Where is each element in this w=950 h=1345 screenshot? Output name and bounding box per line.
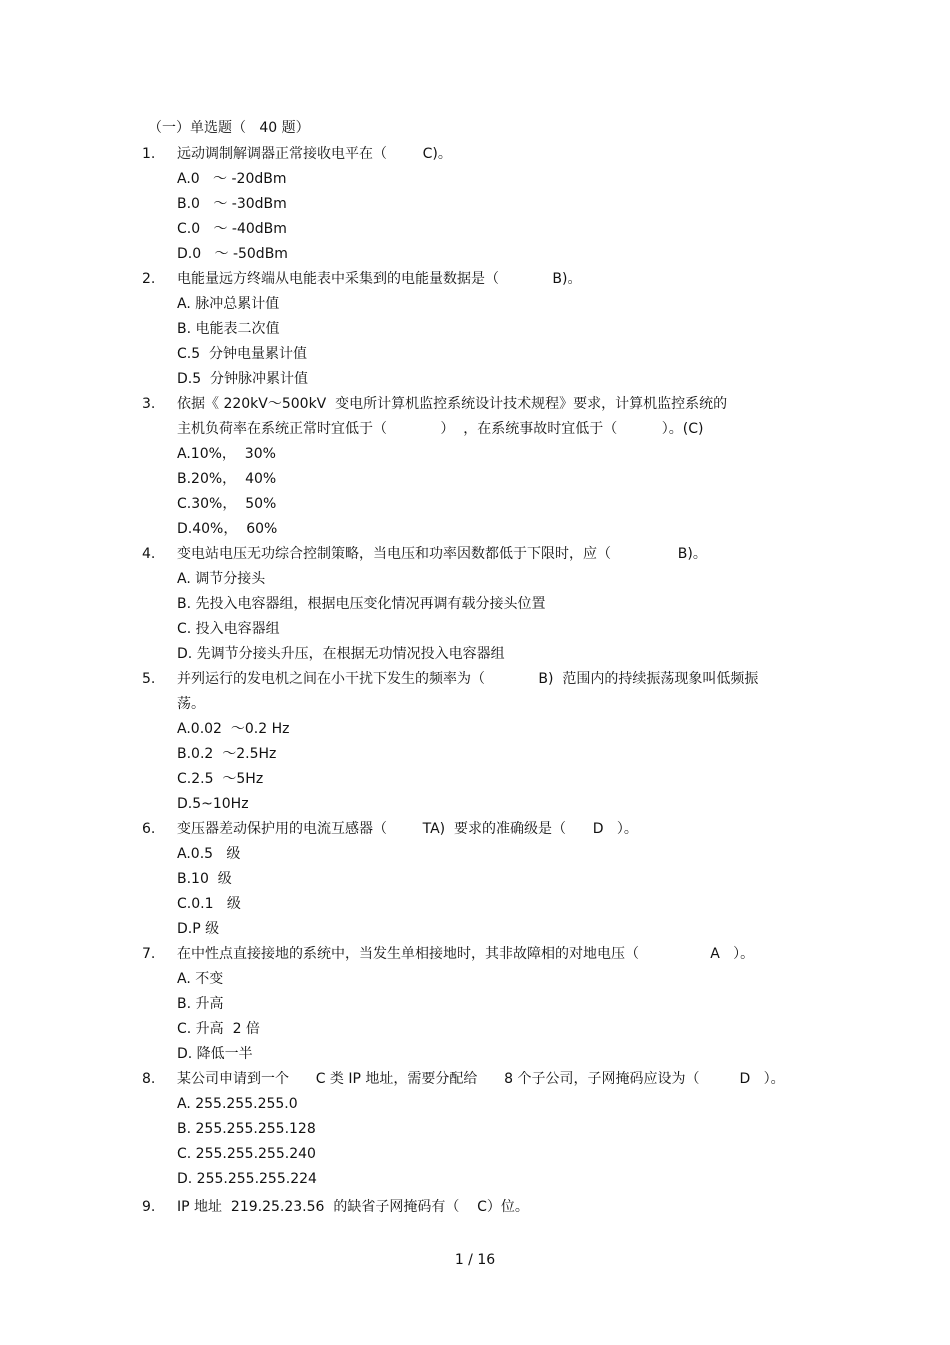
question-number: 4.	[142, 546, 156, 562]
answer-option: D. 先调节分接头升压，在根据无功情况投入电容器组	[177, 646, 505, 662]
answer-option: D. 降低一半	[177, 1046, 253, 1062]
question-text: IP 地址 219.25.23.56 的缺省子网掩码有（ C）位。	[177, 1199, 529, 1215]
answer-option: C. 升高 2 倍	[177, 1021, 260, 1037]
answer-option: B. 先投入电容器组，根据电压变化情况再调有载分接头位置	[177, 596, 546, 612]
answer-option: C.30%， 50%	[177, 496, 277, 512]
answer-option: A.0.02 ～0.2 Hz	[177, 721, 290, 737]
question-number: 7.	[142, 946, 156, 962]
answer-option: D.P 级	[177, 921, 220, 937]
answer-option: B. 255.255.255.128	[177, 1121, 316, 1137]
question-text: 荡。	[177, 696, 205, 712]
answer-option: C. 255.255.255.240	[177, 1146, 316, 1162]
answer-option: B.0 ～ -30dBm	[177, 196, 287, 212]
answer-option: B.0.2 ～2.5Hz	[177, 746, 277, 762]
answer-option: B. 电能表二次值	[177, 321, 280, 337]
answer-option: C.0 ～ -40dBm	[177, 221, 287, 237]
question-number: 6.	[142, 821, 156, 837]
answer-option: A.0.5 级	[177, 846, 241, 862]
answer-option: C. 投入电容器组	[177, 621, 280, 637]
question-number: 8.	[142, 1071, 156, 1087]
answer-option: B.10 级	[177, 871, 232, 887]
answer-option: A. 脉冲总累计值	[177, 296, 280, 312]
question-text: 在中性点直接接地的系统中，当发生单相接地时，其非故障相的对地电压（ A ）。	[177, 946, 755, 962]
answer-option: D.5 分钟脉冲累计值	[177, 371, 309, 387]
answer-option: D. 255.255.255.224	[177, 1171, 317, 1187]
answer-option: D.5~10Hz	[177, 796, 249, 812]
page-number: 1 / 16	[454, 1252, 496, 1268]
question-number: 5.	[142, 671, 156, 687]
question-number: 9.	[142, 1199, 156, 1215]
answer-option: A.0 ～ -20dBm	[177, 171, 287, 187]
answer-option: C.5 分钟电量累计值	[177, 346, 308, 362]
question-text: 变电站电压无功综合控制策略，当电压和功率因数都低于下限时，应（ B)。	[177, 546, 707, 562]
answer-option: D.40%， 60%	[177, 521, 278, 537]
question-number: 1.	[142, 146, 156, 162]
question-text: 并列运行的发电机之间在小干扰下发生的频率为（ B) 范围内的持续振荡现象叫低频振	[177, 671, 759, 687]
answer-option: A.10%， 30%	[177, 446, 276, 462]
answer-option: A. 调节分接头	[177, 571, 266, 587]
section-title: （一）单选题（ 40 题）	[148, 120, 310, 136]
answer-option: C.0.1 级	[177, 896, 241, 912]
question-number: 3.	[142, 396, 156, 412]
question-text: 远动调制解调器正常接收电平在（ C)。	[177, 146, 452, 162]
answer-option: C.2.5 ～5Hz	[177, 771, 264, 787]
question-text: 主机负荷率在系统正常时宜低于（ ） ，在系统事故时宜低于（ ）。(C)	[177, 421, 704, 437]
question-text: 某公司申请到一个 C 类 IP 地址，需要分配给 8 个子公司，子网掩码应设为（ D ）。	[177, 1071, 785, 1087]
question-number: 2.	[142, 271, 156, 287]
question-text: 电能量远方终端从电能表中采集到的电能量数据是（ B)。	[177, 271, 582, 287]
answer-option: A. 255.255.255.0	[177, 1096, 298, 1112]
answer-option: B.20%， 40%	[177, 471, 277, 487]
answer-option: D.0 ～ -50dBm	[177, 246, 288, 262]
answer-option: B. 升高	[177, 996, 224, 1012]
question-text: 变压器差动保护用的电流互感器（ TA) 要求的准确级是（ D ）。	[177, 821, 638, 837]
answer-option: A. 不变	[177, 971, 224, 987]
question-text: 依据《 220kV～500kV 变电所计算机监控系统设计技术规程》要求，计算机监控系统的	[177, 396, 728, 412]
